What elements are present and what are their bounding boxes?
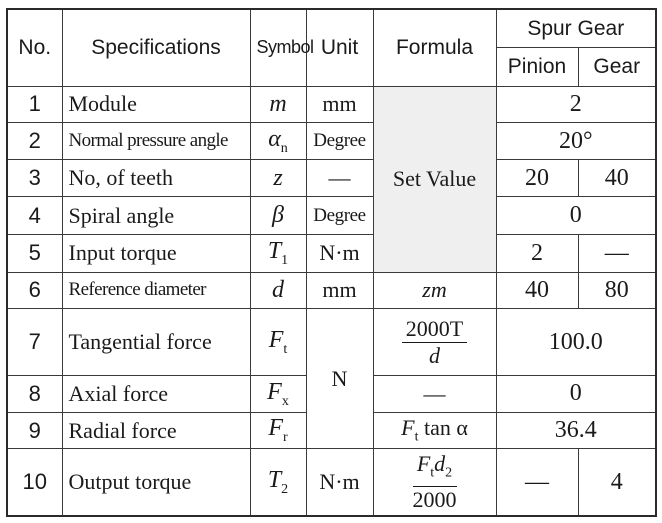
row-value: 0	[496, 197, 656, 235]
table-row	[7, 159, 656, 197]
row-unit: Degree	[306, 197, 373, 235]
row-unit: N·m	[306, 234, 373, 272]
row-gear: 4	[578, 449, 656, 516]
table-row	[7, 234, 656, 272]
row-no: 7	[7, 309, 62, 376]
row-formula	[373, 309, 496, 376]
table-row	[7, 86, 656, 123]
row-pinion: 2	[496, 234, 578, 272]
header-pinion: Pinion	[496, 48, 578, 87]
header-no: No.	[7, 9, 62, 86]
row-symbol: z	[250, 159, 306, 197]
formula-fraction: $\frac{F_td_2}{2000}$	[412, 450, 457, 513]
row-no: 5	[7, 234, 62, 272]
row-unit: Degree	[306, 123, 373, 160]
header-symbol: Symbol	[250, 9, 306, 86]
row-symbol: $F_r$	[250, 412, 306, 449]
table-row	[7, 272, 656, 309]
row-no: 1	[7, 86, 62, 123]
row-gear: 80	[578, 272, 656, 309]
row-symbol: $F_x$	[250, 376, 306, 413]
row-value: 20°	[496, 123, 656, 160]
row-spec: Radial force	[62, 412, 250, 449]
row-formula: $F_t$ tan α	[373, 412, 496, 449]
row-spec: Tangential force	[62, 309, 250, 376]
row-value: 36.4	[496, 412, 656, 449]
header-gear: Gear	[578, 48, 656, 87]
row-symbol: $F_t$	[250, 309, 306, 376]
table-row	[7, 309, 656, 376]
table-row	[7, 449, 656, 516]
row-gear: —	[578, 234, 656, 272]
row-no: 8	[7, 376, 62, 413]
row-no: 9	[7, 412, 62, 449]
table-row	[7, 123, 656, 160]
row-no: 3	[7, 159, 62, 197]
row-spec: Output torque	[62, 449, 250, 516]
row-unit: —	[306, 159, 373, 197]
row-formula	[373, 449, 496, 516]
row-symbol: $T_1$	[250, 234, 306, 272]
formula-fraction: $\frac{2000T}{d}$	[402, 316, 467, 369]
row-spec: Spiral angle	[62, 197, 250, 235]
header-spur-gear: Spur Gear	[496, 9, 656, 48]
row-pinion: —	[496, 449, 578, 516]
row-no: 4	[7, 197, 62, 235]
row-unit-force: N	[306, 309, 373, 449]
row-spec: Module	[62, 86, 250, 123]
set-value-cell: Set Value	[373, 86, 496, 272]
header-formula: Formula	[373, 9, 496, 86]
table-row	[7, 197, 656, 235]
row-no: 2	[7, 123, 62, 160]
row-spec: No, of teeth	[62, 159, 250, 197]
row-spec: Input torque	[62, 234, 250, 272]
row-formula: —	[373, 376, 496, 413]
row-gear: 40	[578, 159, 656, 197]
row-spec: Normal pressure angle	[62, 123, 250, 160]
row-symbol: $\alpha_n$	[250, 123, 306, 160]
row-spec: Axial force	[62, 376, 250, 413]
row-unit: N·m	[306, 449, 373, 516]
row-symbol: m	[250, 86, 306, 123]
row-pinion: 20	[496, 159, 578, 197]
row-value: 100.0	[496, 309, 656, 376]
row-unit: mm	[306, 86, 373, 123]
row-unit: mm	[306, 272, 373, 309]
row-spec: Reference diameter	[62, 272, 250, 309]
row-value: 0	[496, 376, 656, 413]
header-unit: Unit	[306, 9, 373, 86]
row-pinion: 40	[496, 272, 578, 309]
row-symbol: β	[250, 197, 306, 235]
row-value: 2	[496, 86, 656, 123]
row-formula: zm	[373, 272, 496, 309]
row-no: 6	[7, 272, 62, 309]
header-specifications: Specifications	[62, 9, 250, 86]
row-symbol: d	[250, 272, 306, 309]
row-symbol: $T_2$	[250, 449, 306, 516]
gear-spec-table	[6, 8, 657, 517]
row-no: 10	[7, 449, 62, 516]
